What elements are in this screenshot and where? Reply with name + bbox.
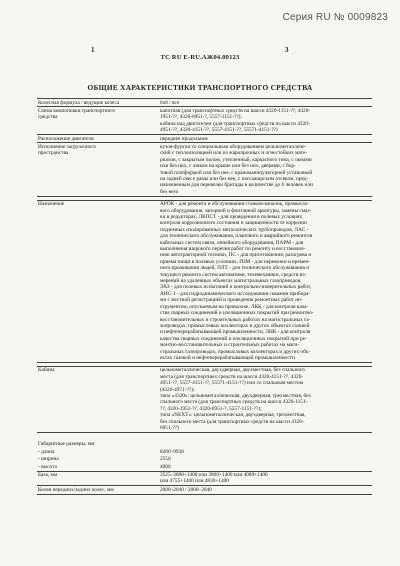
- spec-value: АРОК - для ремонта и обслуживания станков-качалок, промысло- вого оборудования, запорной и фонтанной арматуры, замены смаз- ки в редукторах, ЛКПСТ - для проведения в полевых условиях контроля коррозионного состояния и защищенности от коррозии подземных изолированных металлических трубопроводов, ЛАС - для технического обслуживания, планового и аварийного ремонтов кабельных систем связи, линейного оборудования, ПАРМ - для выполнения широкого перечня работ по ремонту и восстановле- нию автотракторной техники, ПС - для приготовления, разогрева и приема пищи в полевых условиях, ПЗМ - для перевозки и времен- ного проживания людей, ПЛТ - для технического обслуживания и текущего ремонта систем автоматики, телемеханики, средств из- мерений на удаленных объектах магистральных газопроводов, ЭХЗ - для полевых испытаний и контрольно-измерительных работ, АИС-1 - для гидродинамического исследования скважин приборa- ми с местной регистрацией и проведения ремонтных работ ин- струментом, опускаемым на проволоке, ЛКК - для контроля кача- ства сварных соединений и изоляционных покрытий при ремонтно- восстановительных и строительных работах на магистральных га- зопроводах, промысловых коллекторах и других объектах газовой и нефтеперерабатывающей промышленности, ЛНК - для контроля качества сварных соединений и изоляционных покрытий при ре- монтно-восстановительных и строительных работах на маги- стральных газопроводах, промысловых коллекторах и других объ- ектах газовой и нефтеперерабатывающей промышленности: [160, 201, 314, 361]
- spec-value: 2000–2040 / 2000–2040: [160, 486, 212, 493]
- spec-label: Схема компоновки транспортного средства: [38, 107, 115, 121]
- spec-label: Исполнение загрузочного пространства: [38, 143, 97, 157]
- page-number-left: 1: [91, 46, 95, 54]
- spec-label: - длина: [38, 448, 55, 455]
- spec-label: - высота: [38, 463, 57, 470]
- spec-row-dimensions: [37, 441, 372, 448]
- spec-row-body: [37, 143, 372, 196]
- spec-table: [37, 98, 372, 495]
- page-title: ОБЩИЕ ХАРАКТЕРИСТИКИ ТРАНСПОРТНОГО СРЕДСТВА: [87, 83, 313, 92]
- spec-row-width: [37, 456, 372, 463]
- spec-row-layout: [37, 107, 372, 135]
- spec-row-track: [37, 486, 372, 494]
- spec-value: цельнометаллическая, двухдверная, двухместная, без спального места (для транспортных средств на шасси 4320-4151-??, 4320- 4951-??, 5557-4151-??, 55571-4151-??) или со спальным местом (4320-4971-??); типа «4320»: цельнометаллическая, двухдверная, трехместная, без спального места (для транспортных средств на шасси 4320-1151- ??, 4320-1951-??, 4320-6951-?, 5557-1151-??); типа «NEXT»: цельнометаллическая, двухдверная, трехместная, без спального места (для транспортных средств на шасси 4320- 6951-??): [160, 367, 311, 431]
- spec-label: Колея передних/задних колес, мм: [38, 486, 114, 493]
- spec-value: переднее продольное: [160, 135, 208, 142]
- document-number: TC RU E-RU.AЖ04.00123: [160, 54, 240, 61]
- spec-row-length: [37, 448, 372, 455]
- spec-value: 6х6 / все: [160, 99, 180, 106]
- spec-value: 2550: [160, 456, 171, 463]
- spec-value: капотная (для транспортных средств на шасси 4320-1151-??, 4320- 1951-??, 4320-6951-?, 5557-1151-??); кабина над двигателем (для транспортных средств на шасси 4320- 4951-??, 4320-4151-??, 5557-4151-??, 55571-4151-??): [160, 107, 311, 134]
- spec-row-wheel-formula: [37, 98, 372, 107]
- spec-row-cab: [37, 366, 372, 433]
- spec-value: [158, 441, 372, 448]
- spec-row-engine: [37, 135, 372, 143]
- spec-row-purpose: [37, 200, 372, 363]
- spec-label: Габаритные размеры, мм: [38, 441, 95, 448]
- spec-value: 4000: [160, 463, 171, 470]
- spec-label: База, мм: [38, 472, 58, 479]
- spec-value: 8200–9930: [160, 448, 184, 455]
- spec-label: Назначение: [38, 201, 65, 208]
- spec-row-wheelbase: [37, 472, 372, 487]
- spec-label: Кабина: [38, 367, 55, 374]
- spec-value: 3525–3880+1400 или 3800+1400 или 4000+1400 или 4755+1400 или 4830+1400: [160, 472, 268, 485]
- spec-value: кузов-фургон со специальным оборудованием цельнометалличе- ский с теплоизоляцией или из жаропрочных и огнестойких мате- риалов, с закрытым полом, утепленный, каркасного типа, с окнами или без них, с люком на крыше или без них, дверями, с бор- товой платформой или без нее, с краноманипуляторной установкой на задней свесе рамы или без нее, с пассажирским отсеком, пред- назначенным для перевозки бригады в количестве до 6 человек или без него: [160, 143, 313, 195]
- spec-label: Колесная формула / ведущие колеса: [38, 99, 120, 106]
- page-number-right: 3: [285, 46, 289, 54]
- spec-row-height: [37, 463, 372, 471]
- spec-label: - ширина: [38, 456, 59, 463]
- spec-label: Расположение двигателя: [38, 135, 94, 142]
- series-number: Серия RU № 0009823: [282, 12, 388, 23]
